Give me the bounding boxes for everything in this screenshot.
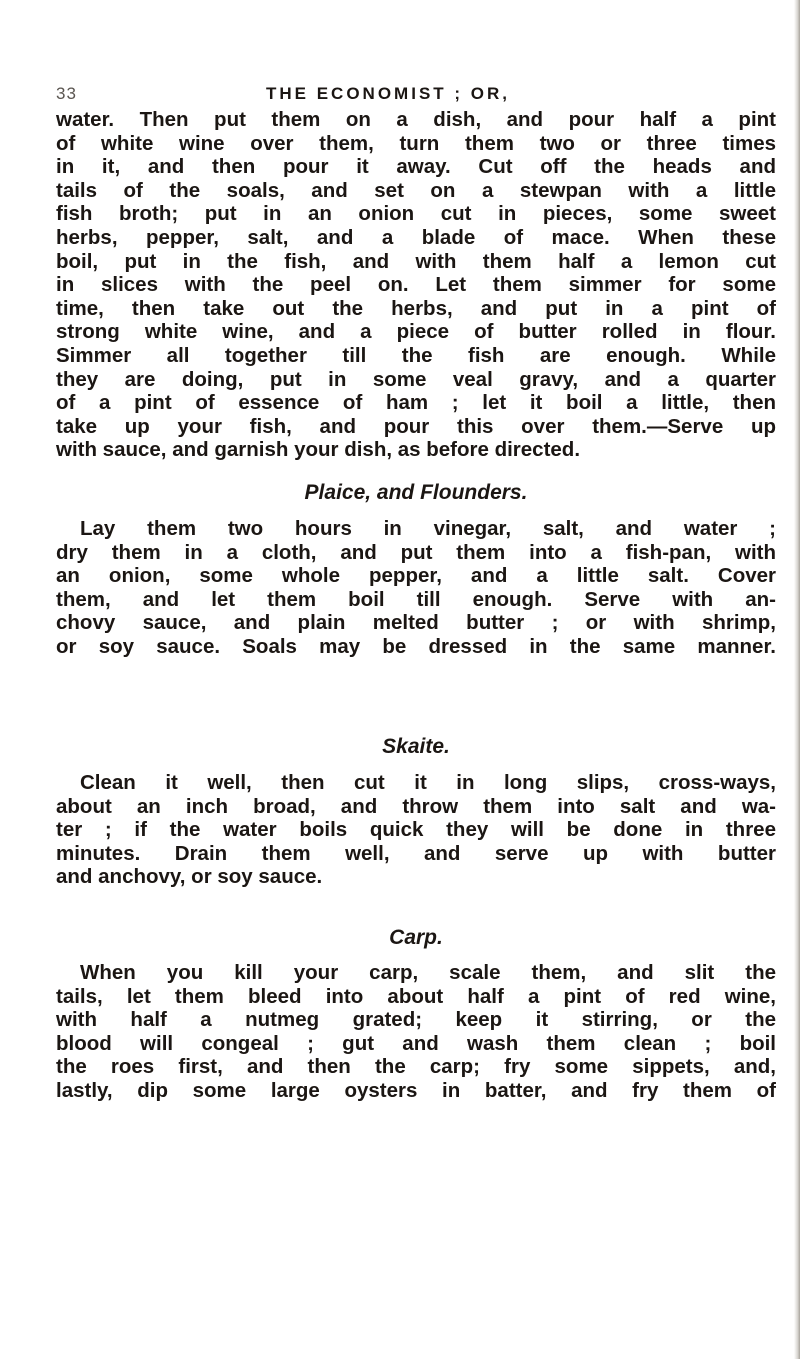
text-line: water. Then put them on a dish, and pour half a pint: [56, 108, 776, 131]
text-line: of white wine over them, turn them two or three times: [56, 131, 776, 155]
section-heading-skaite: Skaite.: [382, 735, 450, 758]
text-line: the roes first, and then the carp; fry some sippets, and,: [56, 1055, 776, 1079]
section-heading-plaice: Plaice, and Flounders.: [304, 481, 528, 504]
text-line: and anchovy, or soy sauce.: [56, 865, 323, 889]
text-line: blood will congeal ; gut and wash them clean ; boil: [56, 1031, 776, 1055]
text-line: ter ; if the water boils quick they will be done in three: [56, 818, 776, 842]
text-line: lastly, dip some large oysters in batter, and fry them of: [56, 1078, 776, 1102]
text-line: an onion, some whole pepper, and a little salt. Cover: [56, 564, 776, 588]
text-line: take up your fish, and pour this over them.—Serve up: [56, 414, 776, 438]
text-line: Simmer all together till the fish are enough. While: [56, 343, 776, 367]
text-line: herbs, pepper, salt, and a blade of mace. When these: [56, 225, 776, 249]
text-line: with sauce, and garnish your dish, as before directed.: [56, 438, 581, 462]
text-line: or soy sauce. Soals may be dressed in the same manner.: [56, 634, 776, 658]
text-line: they are doing, put in some veal gravy, and a quarter: [56, 367, 776, 391]
running-title: THE ECONOMIST ; OR,: [266, 84, 510, 103]
text-line: Clean it well, then cut it in long slips, cross-ways,: [80, 771, 776, 794]
page-number: 33: [56, 84, 77, 103]
text-line: chovy sauce, and plain melted butter ; or with shrimp,: [56, 611, 776, 635]
text-line: tails of the soals, and set on a stewpan with a little: [56, 178, 776, 202]
text-line: boil, put in the fish, and with them half a lemon cut: [56, 249, 776, 273]
text-line: about an inch broad, and throw them into salt and wa-: [56, 794, 776, 818]
text-line: time, then take out the herbs, and put in a pint of: [56, 296, 776, 320]
text-line: tails, let them bleed into about half a pint of red wine,: [56, 984, 776, 1008]
section-heading-carp: Carp.: [389, 926, 443, 949]
page-edge-shadow: [794, 0, 800, 1359]
text-line: in slices with the peel on. Let them simmer for some: [56, 273, 776, 297]
text-line: minutes. Drain them well, and serve up with butter: [56, 841, 776, 865]
text-line: strong white wine, and a piece of butter rolled in flour.: [56, 320, 776, 344]
text-line: dry them in a cloth, and put them into a fish-pan, with: [56, 540, 776, 564]
text-line: them, and let them boil till enough. Serve with an-: [56, 587, 776, 611]
text-line: When you kill your carp, scale them, and slit the: [80, 961, 776, 984]
paragraph-carp: [56, 961, 776, 1103]
paragraph-plaice: [56, 517, 776, 659]
text-line: with half a nutmeg grated; keep it stirring, or the: [56, 1008, 776, 1032]
paragraph-skaite: [56, 771, 776, 889]
text-line: fish broth; put in an onion cut in pieces, some sweet: [56, 202, 776, 226]
text-line: of a pint of essence of ham ; let it boil a little, then: [56, 391, 776, 415]
text-line: Lay them two hours in vinegar, salt, and water ;: [80, 517, 776, 540]
text-line: in it, and then pour it away. Cut off the heads and: [56, 155, 776, 179]
paragraph-soals-continued: [56, 108, 776, 462]
